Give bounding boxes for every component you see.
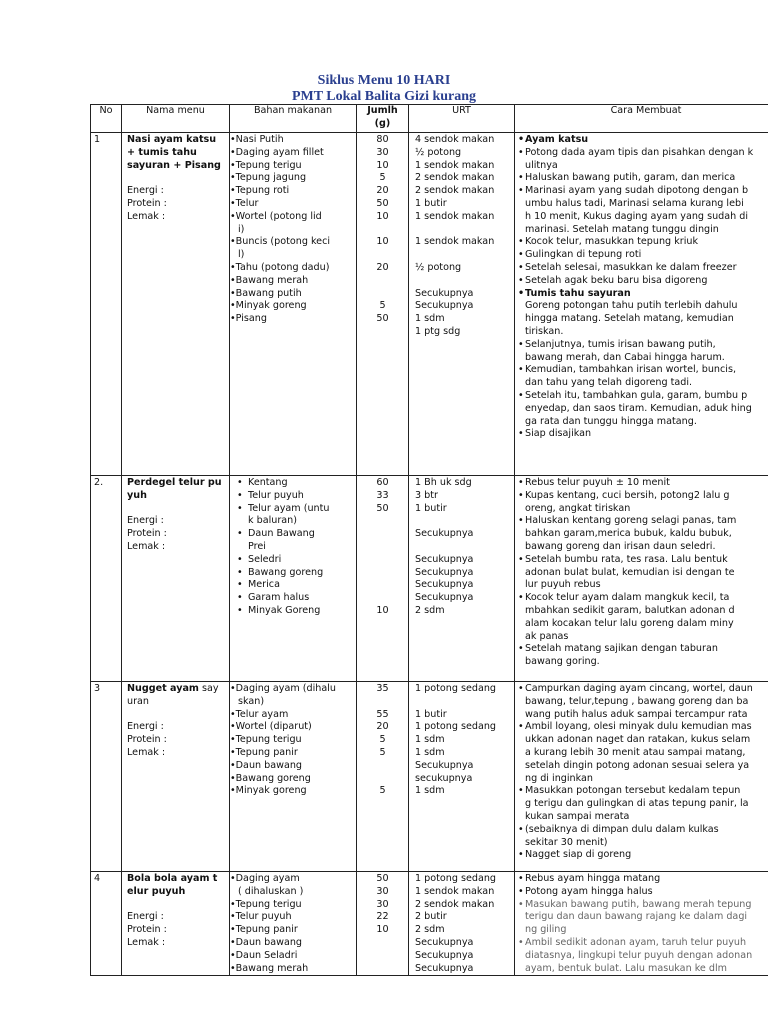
quantity-value: 55 (376, 708, 389, 720)
ingredient-item: • Bawang merah (230, 963, 353, 976)
ingredient-item: • Tepung panir (230, 924, 353, 937)
quantity-value (360, 541, 405, 554)
quantity-value (360, 249, 405, 262)
ingredient-item: • Daun Bawang (230, 528, 353, 541)
quantity-value (360, 224, 405, 237)
quantity-value: 20 (376, 185, 389, 197)
instructions-cell (515, 872, 768, 976)
instruction-line: • Setelah itu, tambahkan gula, garam, bumbu p (518, 390, 768, 403)
ingredient-item: • Telur ayam (untu (230, 503, 353, 516)
menu-table (90, 104, 768, 976)
ingredient-item: • Nasi Putih (230, 134, 353, 147)
menu-name-line: Perdegel telur pu (127, 477, 222, 488)
instruction-line: • Setelah selesai, masukkan ke dalam freezer (518, 262, 768, 275)
menu-name-bold: Nugget ayam (127, 683, 199, 694)
quantity-value: 50 (376, 197, 389, 209)
urt-value: secukupnya (415, 772, 473, 784)
quantity-value (360, 950, 405, 963)
instruction-line: bawang goreng dan irisan daun seledri. (525, 540, 716, 552)
urt-value (415, 515, 511, 528)
quantity-cell (357, 872, 409, 976)
instruction-line: • Gulingkan di tepung roti (518, 249, 768, 262)
urt-value: 2 butir (415, 911, 447, 923)
instruction-line: ak panas (525, 630, 569, 642)
header-nama-menu: Nama menu (122, 105, 230, 133)
urt-value: 1 butir (415, 502, 447, 514)
header-bahan-makanan: Bahan makanan (230, 105, 357, 133)
quantity-value: 5 (379, 300, 386, 312)
urt-value (415, 224, 511, 237)
instruction-line: ukkan adonan naget dan ratakan, kukus selam (525, 734, 751, 746)
quantity-value: 22 (376, 911, 389, 923)
menu-name-cell (122, 872, 230, 976)
quantity-cell (357, 682, 409, 872)
quantity-value (360, 554, 405, 567)
quantity-value (360, 515, 405, 528)
menu-name-line: Protein : (127, 197, 167, 209)
instruction-line: • Kocok telur, masukkan tepung kriuk (518, 236, 768, 249)
ingredient-item: • Kentang (230, 477, 353, 490)
quantity-value: 20 (376, 261, 389, 273)
quantity-value (360, 528, 405, 541)
instruction-line: • Nagget siap di goreng (518, 849, 768, 862)
ingredient-item: • Buncis (potong keci (230, 236, 353, 249)
quantity-value (360, 937, 405, 950)
table-header-row (91, 105, 768, 133)
urt-value: 2 sdm (415, 604, 445, 616)
ingredient-item: • Merica (230, 579, 353, 592)
instruction-line: • Potong dada ayam tipis dan pisahkan dengan k (518, 147, 768, 160)
quantity-value: 60 (376, 477, 389, 488)
menu-name-line: Energi : (127, 911, 164, 923)
quantity-value: 30 (376, 898, 389, 910)
instruction-line: oreng, angkat tiriskan (525, 502, 631, 514)
instruction-line: sekitar 30 menit) (525, 836, 608, 848)
ingredient-item: skan) (238, 695, 265, 707)
ingredient-item: • Pisang (230, 313, 353, 326)
ingredient-item: k baluran) (248, 515, 297, 527)
ingredient-item: • Daging ayam (230, 873, 353, 886)
quantity-value (360, 963, 405, 976)
quantity-value (360, 579, 405, 592)
urt-value: Secukupnya (415, 528, 474, 540)
menu-name-line (125, 683, 226, 696)
ingredient-item: • Bawang merah (230, 275, 353, 288)
urt-value: 1 potong sedang (415, 683, 497, 694)
menu-name-cell (122, 476, 230, 682)
instruction-line: a kurang lebih 30 menit atau sampai matang, (525, 746, 746, 758)
instruction-line: ayam, bentuk bulat. Lalu masukan ke dlm (525, 962, 727, 974)
quantity-value: 10 (376, 210, 389, 222)
menu-name-line: Lemak : (127, 746, 166, 758)
quantity-value (360, 567, 405, 580)
quantity-value (360, 275, 405, 288)
urt-value: ½ potong (415, 146, 462, 158)
instruction-line: mbahkan sedikit garam, balutkan adonan d (525, 604, 735, 616)
urt-value (415, 541, 511, 554)
quantity-value (360, 760, 405, 773)
instructions-cell (515, 476, 768, 682)
table-row (91, 682, 768, 872)
instruction-line: • Kemudian, tambahkan irisan wortel, buncis, (518, 364, 768, 377)
instruction-line: umbu halus tadi, Marinasi selama kurang lebi (525, 197, 744, 209)
menu-name-line: Nasi ayam katsu (127, 134, 217, 145)
instruction-line: • Rebus ayam hingga matang (518, 873, 768, 886)
quantity-cell (357, 133, 409, 476)
urt-value: 1 sendok makan (415, 159, 495, 171)
urt-value: 1 potong sedang (415, 873, 497, 884)
urt-value: Secukupnya (415, 579, 474, 591)
urt-value: 2 sendok makan (415, 185, 495, 197)
urt-value: 1 butir (415, 197, 447, 209)
menu-name-line (125, 503, 226, 516)
menu-name-line: sayuran + Pisang (127, 159, 221, 171)
quantity-value: 10 (376, 159, 389, 171)
row-number (91, 682, 122, 872)
ingredient-item: • Minyak Goreng (230, 605, 353, 618)
ingredient-item: i) (238, 223, 245, 235)
quantity-value: 10 (376, 924, 389, 936)
menu-name-line: Lemak : (127, 936, 166, 948)
instruction-line: • Ayam katsu (518, 134, 768, 147)
ingredient-item: • Bawang putih (230, 288, 353, 301)
quantity-value: 80 (376, 134, 389, 145)
ingredient-item: • Daging ayam fillet (230, 147, 353, 160)
ingredient-item: • Wortel (diparut) (230, 721, 353, 734)
urt-cell (409, 872, 515, 976)
instruction-line: kukan sampai merata (525, 810, 630, 822)
header-no: No (91, 105, 122, 133)
instruction-line: bawang goring. (525, 656, 600, 668)
menu-name-line: yuh (127, 489, 147, 501)
instruction-line: • Haluskan bawang putih, garam, dan merica (518, 172, 768, 185)
urt-value: 1 potong sedang (415, 721, 497, 733)
menu-name-line: Bola bola ayam t (127, 873, 218, 884)
instruction-line: • Setelah bumbu rata, tes rasa. Lalu bentuk (518, 554, 768, 567)
urt-value: 1 ptg sdg (415, 325, 461, 337)
urt-value: Secukupnya (415, 566, 474, 578)
instruction-line: Goreng potongan tahu putih terlebih dahulu (525, 300, 738, 312)
ingredient-item: • Tahu (potong dadu) (230, 262, 353, 275)
urt-cell (409, 133, 515, 476)
instruction-line: bawang merah, dan Cabai hingga harum. (525, 351, 725, 363)
ingredient-item: • Telur (230, 198, 353, 211)
quantity-value: 5 (379, 172, 386, 184)
menu-name-line (125, 899, 226, 912)
ingredient-item: • Wortel (potong lid (230, 211, 353, 224)
urt-value: Secukupnya (415, 759, 474, 771)
menu-name-line: + tumis tahu (127, 146, 197, 158)
instruction-line: setelah dingin potong adonan sesuai selera ya (525, 759, 750, 771)
instruction-line: marinasi. Setelah matang tunggu dingin (525, 223, 719, 235)
quantity-value: 10 (376, 236, 389, 248)
instruction-line: • Rebus telur puyuh ± 10 menit (518, 477, 768, 490)
urt-value: Secukupnya (415, 949, 474, 961)
ingredient-item: • Tepung jagung (230, 172, 353, 185)
row-number-text: 4 (94, 873, 101, 884)
urt-value (415, 275, 511, 288)
instruction-line: wang putih halus aduk sampai tercampur rata (525, 708, 748, 720)
ingredient-item: • Minyak goreng (230, 785, 353, 798)
instruction-line: tiriskan. (525, 325, 564, 337)
ingredient-item: • Garam halus (230, 592, 353, 605)
quantity-value (360, 773, 405, 786)
ingredient-item: • Bawang goreng (230, 567, 353, 580)
quantity-value: 10 (376, 604, 389, 616)
instruction-line: • Setelah agak beku baru bisa digoreng (518, 275, 768, 288)
quantity-value: 30 (376, 885, 389, 897)
ingredient-item: • Bawang goreng (230, 773, 353, 786)
menu-name-line: Protein : (127, 528, 167, 540)
table-row (91, 476, 768, 682)
urt-value: 4 sendok makan (415, 134, 495, 145)
urt-value: 1 sendok makan (415, 885, 495, 897)
ingredients-cell (230, 476, 357, 682)
instruction-line: • Kupas kentang, cuci bersih, potong2 lalu g (518, 490, 768, 503)
instruction-line: bahkan garam,merica bubuk, kaldu bubuk, (525, 528, 732, 540)
menu-name-line (125, 172, 226, 185)
ingredient-item: • Daun Seladri (230, 950, 353, 963)
menu-name-line: Lemak : (127, 210, 166, 222)
urt-value: 2 sdm (415, 924, 445, 936)
ingredient-item: • Daun bawang (230, 937, 353, 950)
menu-name-line: Lemak : (127, 540, 166, 552)
quantity-value: 5 (379, 746, 386, 758)
urt-value: Secukupnya (415, 287, 474, 299)
ingredient-item: • Telur ayam (230, 709, 353, 722)
menu-name-line: Energi : (127, 721, 164, 733)
ingredient-item: • Tepung terigu (230, 160, 353, 173)
instruction-line: g terigu dan gulingkan di atas tepung panir, la (525, 798, 749, 810)
urt-value: 1 butir (415, 708, 447, 720)
ingredient-item: • Minyak goreng (230, 300, 353, 313)
quantity-value: 5 (379, 734, 386, 746)
menu-name-line: elur puyuh (127, 885, 186, 897)
ingredient-item: • Tepung panir (230, 747, 353, 760)
urt-value: 2 sendok makan (415, 172, 495, 184)
quantity-value: 35 (376, 683, 389, 694)
urt-value: 1 sdm (415, 746, 445, 758)
row-number-text: 3 (94, 683, 101, 694)
instruction-line: • Siap disajikan (518, 428, 768, 441)
instruction-line: hingga matang. Setelah matang, kemudian (525, 313, 734, 325)
instruction-line: diatasnya, lingkupi telur puyuh dengan adonan (525, 949, 753, 961)
menu-name-line: Energi : (127, 515, 164, 527)
instruction-line: alam kocakan telur lalu goreng dalam miny (525, 617, 734, 629)
urt-value: Secukupnya (415, 300, 474, 312)
ingredients-cell (230, 872, 357, 976)
header-cara-membuat: Cara Membuat (515, 105, 768, 133)
ingredient-item: • Tepung roti (230, 185, 353, 198)
ingredient-item: • Daun bawang (230, 760, 353, 773)
ingredients-cell (230, 133, 357, 476)
instruction-line: lur puyuh rebus (525, 579, 601, 591)
urt-value: Secukupnya (415, 592, 474, 604)
instruction-line: • (sebaiknya di dimpan dulu dalam kulkas (518, 824, 768, 837)
instruction-line: • Kocok telur ayam dalam mangkuk kecil, ta (518, 592, 768, 605)
header-jumlah: Jumlh (g) (357, 105, 409, 133)
quantity-value: 50 (376, 502, 389, 514)
quantity-value: 50 (376, 873, 389, 884)
urt-value: 3 btr (415, 489, 438, 501)
ingredient-item: ( dihaluskan ) (238, 885, 304, 897)
menu-name-cell (122, 133, 230, 476)
quantity-value: 5 (379, 785, 386, 797)
menu-name-line (125, 709, 226, 722)
urt-value: ½ potong (415, 261, 462, 273)
instruction-line: ga rata dan tunggu hingga matang. (525, 415, 697, 427)
instruction-line: • Tumis tahu sayuran (518, 288, 768, 301)
instruction-line: enyedap, dan saos tiram. Kemudian, aduk hing (525, 402, 752, 414)
instruction-line: • Haluskan kentang goreng selagi panas, tam (518, 515, 768, 528)
ingredient-item: • Daging ayam (dihalu (230, 683, 353, 696)
instruction-line: • Masukan bawang putih, bawang merah tepung (518, 899, 768, 912)
ingredient-item: • Tepung terigu (230, 734, 353, 747)
urt-value: Secukupnya (415, 553, 474, 565)
instruction-line: adonan bulat bulat, kemudian isi dengan te (525, 566, 735, 578)
urt-value: 1 sendok makan (415, 236, 495, 248)
ingredient-item: l) (238, 249, 245, 261)
urt-value: 2 sendok makan (415, 898, 495, 910)
urt-value: Secukupnya (415, 936, 474, 948)
instructions-cell (515, 133, 768, 476)
ingredient-item: • Seledri (230, 554, 353, 567)
row-number (91, 133, 122, 476)
table-row (91, 872, 768, 976)
instruction-line: terigu dan daun bawang rajang ke dalam dagi (525, 911, 748, 923)
table-row (91, 133, 768, 476)
ingredient-item: Prei (248, 540, 266, 552)
instruction-line: • Masukkan potongan tersebut kedalam tepun (518, 785, 768, 798)
instruction-line: dan tahu yang telah digoreng tadi. (525, 377, 693, 389)
ingredient-item: • Tepung terigu (230, 899, 353, 912)
quantity-value: 30 (376, 146, 389, 158)
urt-value: 1 sendok makan (415, 210, 495, 222)
menu-name-rest: say (198, 683, 219, 694)
row-number (91, 476, 122, 682)
menu-name-line: Protein : (127, 924, 167, 936)
menu-name-cell (122, 682, 230, 872)
quantity-cell (357, 476, 409, 682)
quantity-value (360, 696, 405, 709)
urt-value: Secukupnya (415, 962, 474, 974)
quantity-value: 50 (376, 313, 389, 325)
ingredient-item: • Telur puyuh (230, 490, 353, 503)
header-urt: URT (409, 105, 515, 133)
instructions-cell (515, 682, 768, 872)
instruction-line: ulitnya (525, 159, 558, 171)
urt-cell (409, 682, 515, 872)
quantity-value (360, 592, 405, 605)
ingredient-item: • Telur puyuh (230, 911, 353, 924)
urt-value: 1 sdm (415, 785, 445, 797)
urt-value: 1 sdm (415, 734, 445, 746)
instruction-line: • Setelah matang sajikan dengan taburan (518, 643, 768, 656)
row-number-text: 1 (94, 134, 101, 145)
urt-cell (409, 476, 515, 682)
urt-value: 1 sdm (415, 313, 445, 325)
urt-value (415, 249, 511, 262)
row-number-text: 2. (94, 477, 104, 488)
quantity-value (360, 288, 405, 301)
instruction-line: ng giling (525, 924, 567, 936)
menu-name-line: uran (127, 695, 149, 707)
quantity-value: 20 (376, 721, 389, 733)
instruction-line: • Campurkan daging ayam cincang, wortel, daun (518, 683, 768, 696)
menu-name-line: Energi : (127, 185, 164, 197)
urt-value (415, 696, 511, 709)
instruction-line: • Ambil sedikit adonan ayam, taruh telur puyuh (518, 937, 768, 950)
instruction-line: h 10 menit, Kukus daging ayam yang sudah di (525, 210, 749, 222)
instruction-line: ng di inginkan (525, 772, 593, 784)
document-title: Siklus Menu 10 HARI (317, 73, 451, 88)
instruction-line: • Marinasi ayam yang sudah dipotong dengan b (518, 185, 768, 198)
row-number (91, 872, 122, 976)
instruction-line: • Potong ayam hingga halus (518, 886, 768, 899)
instruction-line: • Selanjutnya, tumis irisan bawang putih, (518, 339, 768, 352)
document-subtitle: PMT Lokal Balita Gizi kurang (291, 89, 477, 104)
urt-value: 1 Bh uk sdg (415, 477, 472, 488)
instruction-line: • Ambil loyang, olesi minyak dulu kemudian mas (518, 721, 768, 734)
menu-name-line: Protein : (127, 734, 167, 746)
quantity-value: 33 (376, 489, 389, 501)
instruction-line: bawang, telur,tepung , bawang goreng dan ba (525, 695, 749, 707)
ingredients-cell (230, 682, 357, 872)
